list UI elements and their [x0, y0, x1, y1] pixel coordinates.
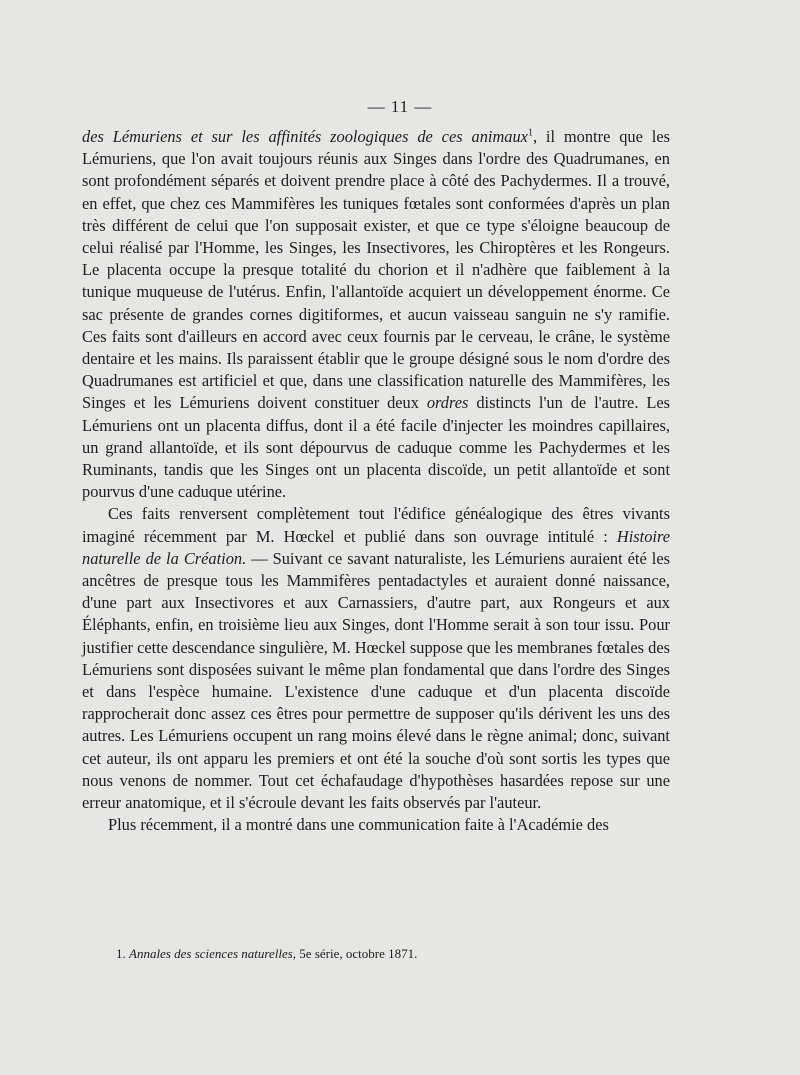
- paragraph-1-text-c: distincts l'un de l'autre. Les Lémuriens ont un placenta diffus, dont il a été facile d'injecter les moindres capillaires, un grand allantoïde, et ils sont dépourvus de caduque comme les Pachydermes et les Ruminants, tandis que les Singes ont un placenta discoïde, un petit allantoïde et sont pourvus d'une caduque utérine.: [82, 393, 670, 502]
- footnote-text: 5e série, octobre 1871.: [296, 946, 418, 961]
- paragraph-1-intro-italic: des Lémuriens et sur les affinités zoologiques de ces animaux: [82, 127, 528, 146]
- paragraph-2-text-c: — Suivant ce savant naturaliste, les Lémuriens auraient été les ancêtres de presque tous les Mammifères pentadactyles et auraient donné naissance, d'une part aux Insectivores et aux Carnassiers, d'autre part, aux Rongeurs et aux Éléphants, enfin, en troisième lieu aux Singes, dont l'Homme serait à son tour issu. Pour justifier cette descendance singulière, M. Hœckel suppose que les membranes fœtales des Lémuriens sont disposées suivant le même plan fondamental que dans l'ordre des Singes et dans l'espèce humaine. L'existence d'une caduque et d'un placenta discoïde rapprocherait donc assez ces êtres pour permettre de supposer qu'ils dérivent les uns des autres. Les Lémuriens occupent un rang moins élevé dans le règne animal; donc, suivant cet auteur, ils ont apparu les premiers et ont été la souche d'où sont sortis les types que nous venons de nommer. Tout cet échafaudage d'hypothèses hasardées repose sur une erreur anatomique, et il s'écroule devant les faits observés par l'auteur.: [82, 548, 670, 813]
- paragraph-1-italic-b: ordres: [426, 393, 469, 413]
- footnote: [116, 945, 676, 963]
- footnote-number: 1.: [116, 946, 126, 961]
- paragraph-3: [82, 814, 670, 836]
- body-text: [82, 126, 670, 837]
- paragraph-1: [82, 126, 670, 503]
- page-number: — 11 —: [367, 97, 433, 116]
- paragraph-2-text-a: Ces faits renversent complètement tout l'édifice généalogique des êtres vivants imaginé récemment par M. Hœckel et publié dans son ouvrage intitulé :: [82, 504, 670, 546]
- paragraph-2: [82, 503, 670, 814]
- paragraph-3-text-a: Plus récemment, il a montré dans une communication faite à l'Académie des: [108, 815, 609, 835]
- footnote-ref: 1: [527, 127, 533, 139]
- paragraph-2-italic-b: Histoire naturelle de la Création.: [82, 526, 670, 568]
- paragraph-1-text-a: , il montre que les Lémuriens, que l'on avait toujours réunis aux Singes dans l'ordre des Quadrumanes, en sont profondément séparés et doivent prendre place à côté des Pachydermes. Il a trouvé, en effet, que chez ces Mammifères les tuniques fœtales sont conformées d'après un plan très différent de celui que l'on supposait exister, et que ce type s'éloigne beaucoup de celui réalisé par l'Homme, les Singes, les Insectivores, les Chiroptères et les Rongeurs. Le placenta occupe la presque totalité du chorion et il n'adhère que faiblement à la tunique muqueuse de l'utérus. Enfin, l'allantoïde acquiert un développement énorme. Ce sac présente de grandes cornes digitiformes, et aucun vaisseau sanguin ne s'y ramifie. Ces faits sont d'ailleurs en accord avec ceux fournis par le cerveau, le crâne, le système dentaire et les mains. Ils paraissent établir que le groupe désigné sous le nom d'ordre des Quadrumanes est artificiel et que, dans une classification naturelle des Mammifères, les Singes et les Lémuriens doivent constituer deux: [82, 127, 670, 413]
- footnote-italic: Annales des sciences naturelles,: [129, 946, 297, 961]
